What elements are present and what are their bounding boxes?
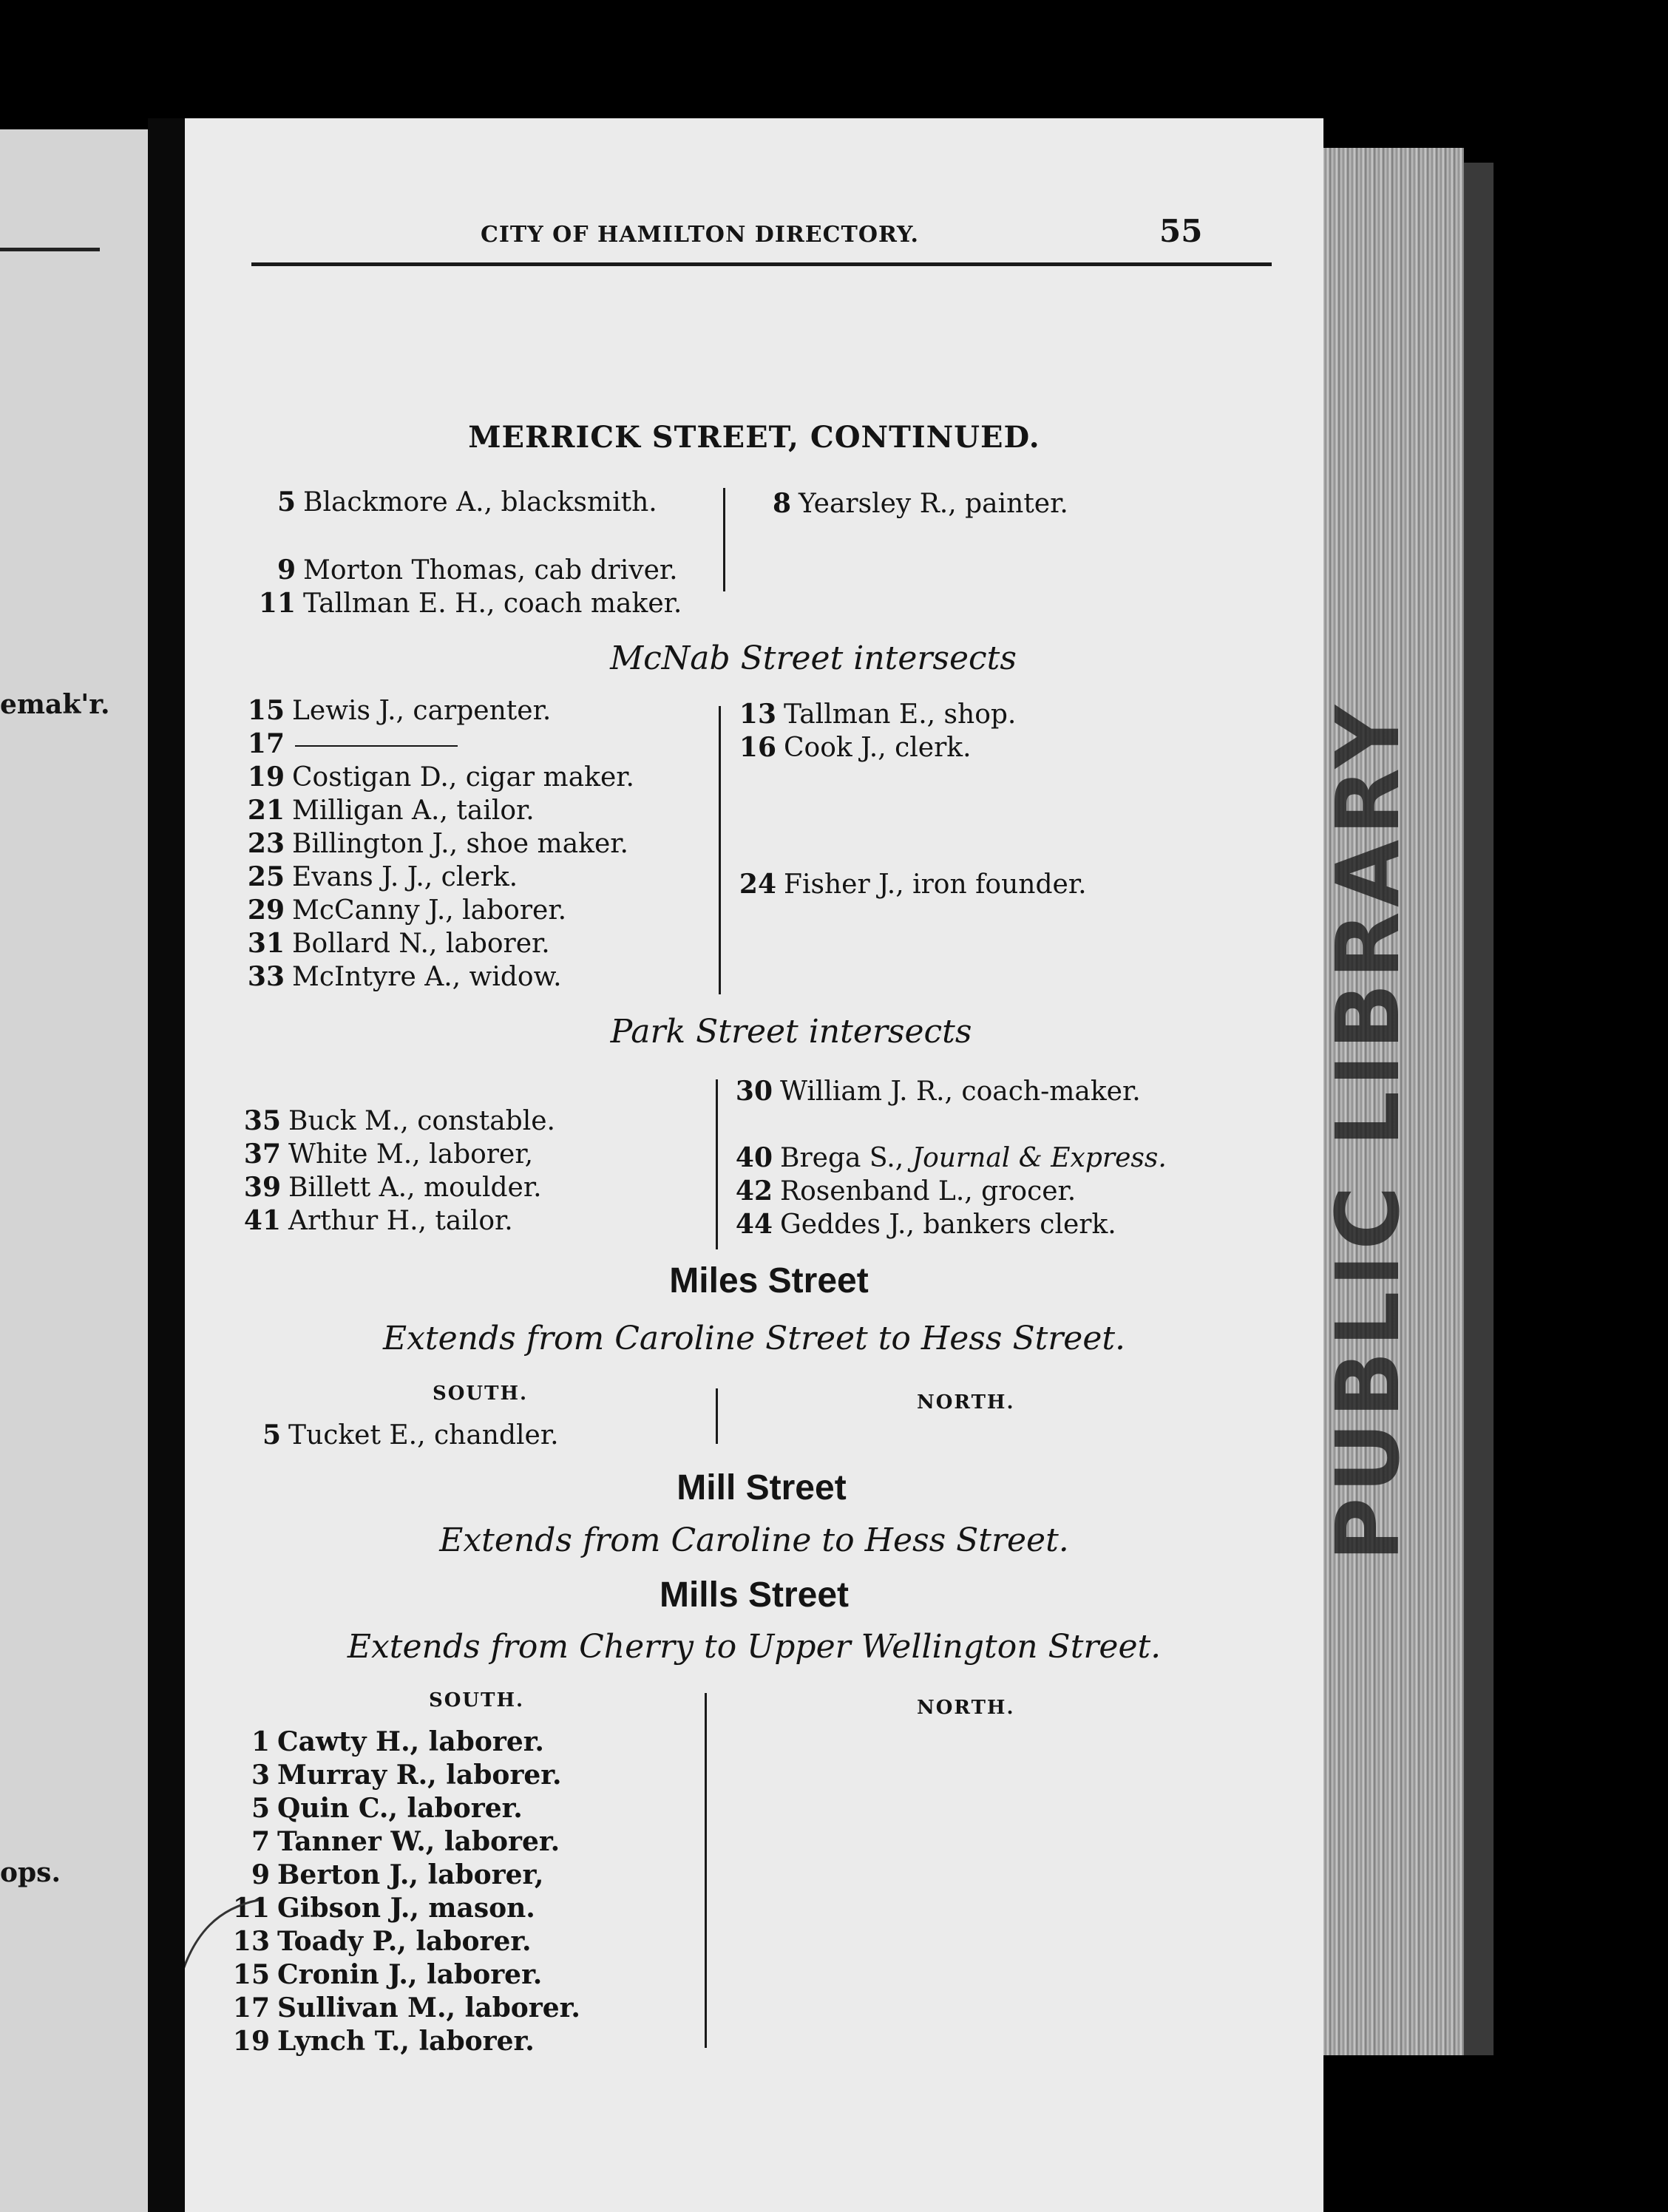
directory-entry: 15 Lewis J., carpenter. — [247, 695, 552, 726]
directory-entry: 13 Toady P., laborer. — [232, 1926, 532, 1957]
directory-entry: 42 Rosenband L., grocer. — [735, 1175, 1077, 1207]
directory-entry: 11 Tallman E. H., coach maker. — [258, 588, 682, 619]
section-title: MERRICK STREET, CONTINUED. — [468, 420, 1040, 455]
directory-entry: 44 Geddes J., bankers clerk. — [735, 1209, 1116, 1240]
directory-entry: 9 Berton J., laborer, — [251, 1859, 544, 1890]
directory-entry: 5 Quin C., laborer. — [251, 1793, 523, 1824]
directory-entry: 25 Evans J. J., clerk. — [247, 861, 518, 892]
book-gutter — [148, 118, 185, 2212]
page-number: 55 — [1159, 213, 1203, 249]
directory-entry: 35 Buck M., constable. — [243, 1105, 555, 1136]
directory-entry: 41 Arthur H., tailor. — [243, 1205, 513, 1236]
intersection-note: McNab Street intersects — [610, 639, 1017, 677]
directory-entry: 24 Fisher J., iron founder. — [739, 869, 1087, 900]
column-divider — [716, 1388, 718, 1444]
left-page-text: ops. — [0, 1857, 61, 1888]
directory-entry: 16 Cook J., clerk. — [739, 732, 972, 763]
library-stamp: PUBLIC LIBRARY — [1317, 700, 1419, 1562]
street-title: Miles Street — [669, 1261, 869, 1300]
directory-entry: 1 Cawty H., laborer. — [251, 1726, 544, 1757]
directory-entry: 21 Milligan A., tailor. — [247, 795, 535, 826]
left-page-rule — [0, 248, 100, 251]
column-divider — [705, 1693, 707, 2048]
street-extent: Extends from Cherry to Upper Wellington Street. — [347, 1628, 1162, 1666]
column-divider — [719, 706, 721, 994]
directory-entry: 9 Morton Thomas, cab driver. — [277, 554, 678, 586]
directory-entry: 13 Tallman E., shop. — [739, 699, 1017, 730]
column-heading-south: SOUTH. — [433, 1382, 529, 1405]
directory-entry: 30 William J. R., coach-maker. — [735, 1076, 1141, 1107]
street-title: Mill Street — [677, 1468, 847, 1507]
directory-entry: 39 Billett A., moulder. — [243, 1172, 542, 1203]
directory-entry: 3 Murray R., laborer. — [251, 1760, 562, 1791]
street-title: Mills Street — [659, 1575, 850, 1615]
left-page-fragment — [0, 129, 148, 2212]
directory-entry: 17 Sullivan M., laborer. — [232, 1992, 580, 2023]
directory-entry: 31 Bollard N., laborer. — [247, 928, 550, 959]
column-heading-north: NORTH. — [917, 1697, 1015, 1719]
directory-entry: 37 White M., laborer, — [243, 1139, 534, 1170]
column-divider — [716, 1079, 718, 1249]
directory-entry: 29 McCanny J., laborer. — [247, 895, 567, 926]
directory-entry: 17 — [240, 728, 458, 759]
street-extent: Extends from Caroline Street to Hess Street. — [382, 1320, 1126, 1357]
directory-entry: 19 Lynch T., laborer. — [232, 2026, 535, 2057]
book-cover-edge — [1464, 163, 1494, 2055]
column-divider — [723, 488, 725, 591]
intersection-note: Park Street intersects — [610, 1013, 972, 1051]
directory-entry: 15 Cronin J., laborer. — [232, 1959, 543, 1990]
column-heading-south: SOUTH. — [429, 1689, 525, 1711]
directory-entry: 8 Yearsley R., painter. — [772, 488, 1068, 519]
blank-entry-rule — [295, 745, 458, 747]
directory-page — [185, 118, 1323, 2212]
header-rule — [251, 262, 1272, 266]
directory-entry: 23 Billington J., shoe maker. — [247, 828, 628, 859]
directory-entry: 7 Tanner W., laborer. — [251, 1826, 560, 1857]
column-heading-north: NORTH. — [917, 1391, 1015, 1414]
running-header: CITY OF HAMILTON DIRECTORY. — [481, 222, 919, 248]
directory-entry: 11 Gibson J., mason. — [232, 1893, 535, 1924]
directory-entry: 5 Tucket E., chandler. — [262, 1419, 559, 1451]
street-extent: Extends from Caroline to Hess Street. — [439, 1521, 1069, 1559]
pencil-mark — [185, 1885, 266, 1996]
directory-entry: 19 Costigan D., cigar maker. — [247, 761, 634, 793]
left-page-text: emak'r. — [0, 689, 110, 720]
directory-entry: 33 McIntyre A., widow. — [247, 961, 562, 992]
directory-entry: 40 Brega S., Journal & Express. — [735, 1142, 1167, 1173]
directory-entry: 5 Blackmore A., blacksmith. — [277, 486, 657, 518]
